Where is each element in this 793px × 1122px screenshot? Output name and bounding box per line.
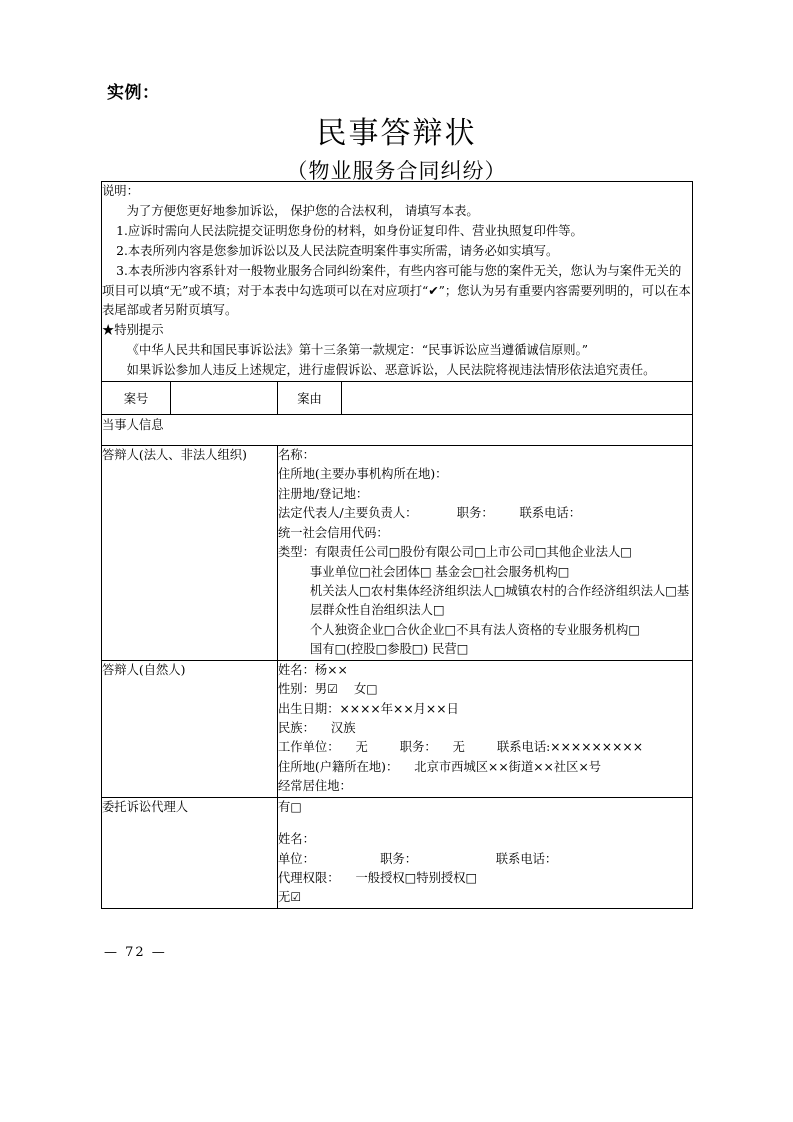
party-info-banner: 当事人信息 xyxy=(102,415,693,446)
party-info-banner-row xyxy=(102,415,693,446)
natural-birth-line xyxy=(278,700,692,719)
agent-none-line xyxy=(278,888,692,907)
case-number-row xyxy=(102,382,693,415)
natural-employer-value[interactable]: 无 xyxy=(355,740,368,755)
legal-type-options-1[interactable]: 有限责任公司□股份有限公司□上市公司□其他企业法人□ xyxy=(314,545,632,560)
agent-name-label[interactable]: 姓名： xyxy=(278,832,315,847)
cause-of-action-label: 案由 xyxy=(278,382,342,415)
legal-domicile-label[interactable]: 住所地(主要办事机构所在地)： xyxy=(278,467,448,482)
respondent-natural-body xyxy=(278,660,693,797)
special-tip-heading: ★特别提示 xyxy=(102,323,164,338)
legal-rep-label[interactable]: 法定代表人/主要负责人： xyxy=(278,506,418,521)
legal-type-line-3[interactable]: 机关法人□农村集体经济组织法人□城镇农村的合作经济组织法人□基层群众性自治组织法人□ xyxy=(309,584,690,618)
respondent-legal-row xyxy=(102,446,693,661)
natural-birth-label: 出生日期： xyxy=(278,701,340,716)
respondent-natural-row xyxy=(102,660,693,797)
notes-heading: 说明： xyxy=(102,184,139,198)
natural-gender-label: 性别： xyxy=(278,682,315,697)
legal-type-line-1 xyxy=(278,543,692,562)
agent-authority-general[interactable]: 一般授权□ xyxy=(355,870,417,885)
agent-spacer xyxy=(278,817,692,830)
agent-body xyxy=(278,797,693,908)
natural-birth-value[interactable]: ××××年××月××日 xyxy=(339,701,459,716)
notes-line-2: 2.本表所列内容是您参加诉讼以及人民法院查明案件事实所需，请务必如实填写。 xyxy=(116,243,559,258)
legal-registration-label[interactable]: 注册地/登记地： xyxy=(278,486,369,501)
agent-authority-label: 代理权限： xyxy=(278,870,340,885)
notes-line-1: 1.应诉时需向人民法院提交证明您身份的材料，如身份证复印件、营业执照复印件等。 xyxy=(116,223,583,238)
notes-row xyxy=(102,182,693,382)
cause-of-action-field[interactable] xyxy=(342,382,693,415)
natural-phone-value[interactable]: ××××××××× xyxy=(550,740,644,755)
page-number: — 72 — xyxy=(104,945,167,960)
agent-authority-special[interactable]: 特别授权□ xyxy=(416,870,478,885)
natural-employer-line xyxy=(278,738,692,757)
legal-type-label: 类型： xyxy=(278,545,315,560)
natural-name-value[interactable]: 杨×× xyxy=(314,662,348,677)
legal-type-line-5[interactable]: 国有□(控股□参股□) 民营□ xyxy=(309,642,469,657)
natural-gender-line xyxy=(278,680,692,699)
document-subtitle: （物业服务合同纠纷） xyxy=(286,159,507,183)
respondent-legal-body xyxy=(278,446,693,661)
agent-position-label[interactable]: 职务： xyxy=(380,851,417,866)
document-title: 民事答辩状 xyxy=(316,116,477,151)
agent-has-checkbox[interactable]: □ xyxy=(290,799,302,814)
natural-employer-label: 工作单位： xyxy=(278,740,340,755)
notes-cell xyxy=(102,182,693,382)
legal-rep-phone-label[interactable]: 联系电话： xyxy=(519,506,582,521)
natural-residence-label[interactable]: 经常居住地： xyxy=(278,779,352,794)
natural-ethnicity-value[interactable]: 汉族 xyxy=(330,720,356,735)
gender-male-label: 男 xyxy=(314,682,328,697)
legal-type-line-2[interactable]: 事业单位□社会团体□ 基金会□社会服务机构□ xyxy=(309,564,570,579)
case-number-label: 案号 xyxy=(102,382,171,415)
natural-position-label: 职务： xyxy=(399,740,437,755)
case-number-field[interactable] xyxy=(171,382,278,415)
agent-authority-line xyxy=(278,869,692,888)
notes-line-0: 为了方便您更好地参加诉讼， 保护您的合法权利， 请填写本表。 xyxy=(126,203,479,218)
gender-female-label: 女 xyxy=(353,682,367,697)
respondent-legal-label: 答辩人(法人、非法人组织) xyxy=(102,446,278,661)
natural-ethnicity-line xyxy=(278,719,692,738)
agent-none-checkbox[interactable]: ☑ xyxy=(290,890,302,905)
natural-ethnicity-label: 民族： xyxy=(278,720,315,735)
agent-row xyxy=(102,797,693,908)
agent-phone-label[interactable]: 联系电话： xyxy=(495,851,558,866)
agent-unit-line xyxy=(278,850,692,869)
example-label: 实例： xyxy=(107,83,160,103)
notes-line-3: 3.本表所涉内容系针对一般物业服务合同纠纷案件，有些内容可能与您的案件无关，您认为与案件无关的项目可以填“无”或不填；对于本表中勾选项可以在对应项打“✔”；您认为另有重要内容需要列明的，可以在本表尾部或者另附页填写。 xyxy=(102,263,691,318)
agent-unit-label[interactable]: 单位： xyxy=(278,851,315,866)
legal-name-label[interactable]: 名称： xyxy=(278,448,315,463)
natural-domicile-line xyxy=(278,758,692,777)
natural-phone-label: 联系电话: xyxy=(496,740,551,755)
legal-credit-code-label[interactable]: 统一社会信用代码： xyxy=(278,525,389,540)
natural-domicile-value[interactable]: 北京市西城区××街道××社区×号 xyxy=(414,759,602,774)
respondent-form-table xyxy=(101,181,693,909)
natural-position-value[interactable]: 无 xyxy=(452,740,465,755)
agent-has-label: 有 xyxy=(278,799,291,814)
agent-label: 委托诉讼代理人 xyxy=(102,797,278,908)
agent-has-line xyxy=(278,798,692,817)
agent-none-label: 无 xyxy=(278,890,291,905)
legal-rep-line xyxy=(278,504,692,523)
special-tip-line-0: 《中华人民共和国民事诉讼法》第十三条第一款规定：“民事诉讼应当遵循诚信原则。” xyxy=(126,343,589,358)
natural-domicile-label: 住所地(户籍所在地)： xyxy=(278,759,399,774)
natural-name-label: 姓名： xyxy=(278,662,315,677)
natural-name-line xyxy=(278,661,692,680)
gender-female-checkbox[interactable]: □ xyxy=(366,682,378,697)
legal-type-line-4[interactable]: 个人独资企业□合伙企业□不具有法人资格的专业服务机构□ xyxy=(309,622,640,637)
respondent-natural-label: 答辩人(自然人) xyxy=(102,660,278,797)
gender-male-checkbox[interactable]: ☑ xyxy=(327,682,338,697)
special-tip-line-1: 如果诉讼参加人违反上述规定，进行虚假诉讼、恶意诉讼，人民法院将视违法情形依法追究责任。 xyxy=(126,363,656,378)
legal-rep-position-label[interactable]: 职务： xyxy=(456,506,494,521)
